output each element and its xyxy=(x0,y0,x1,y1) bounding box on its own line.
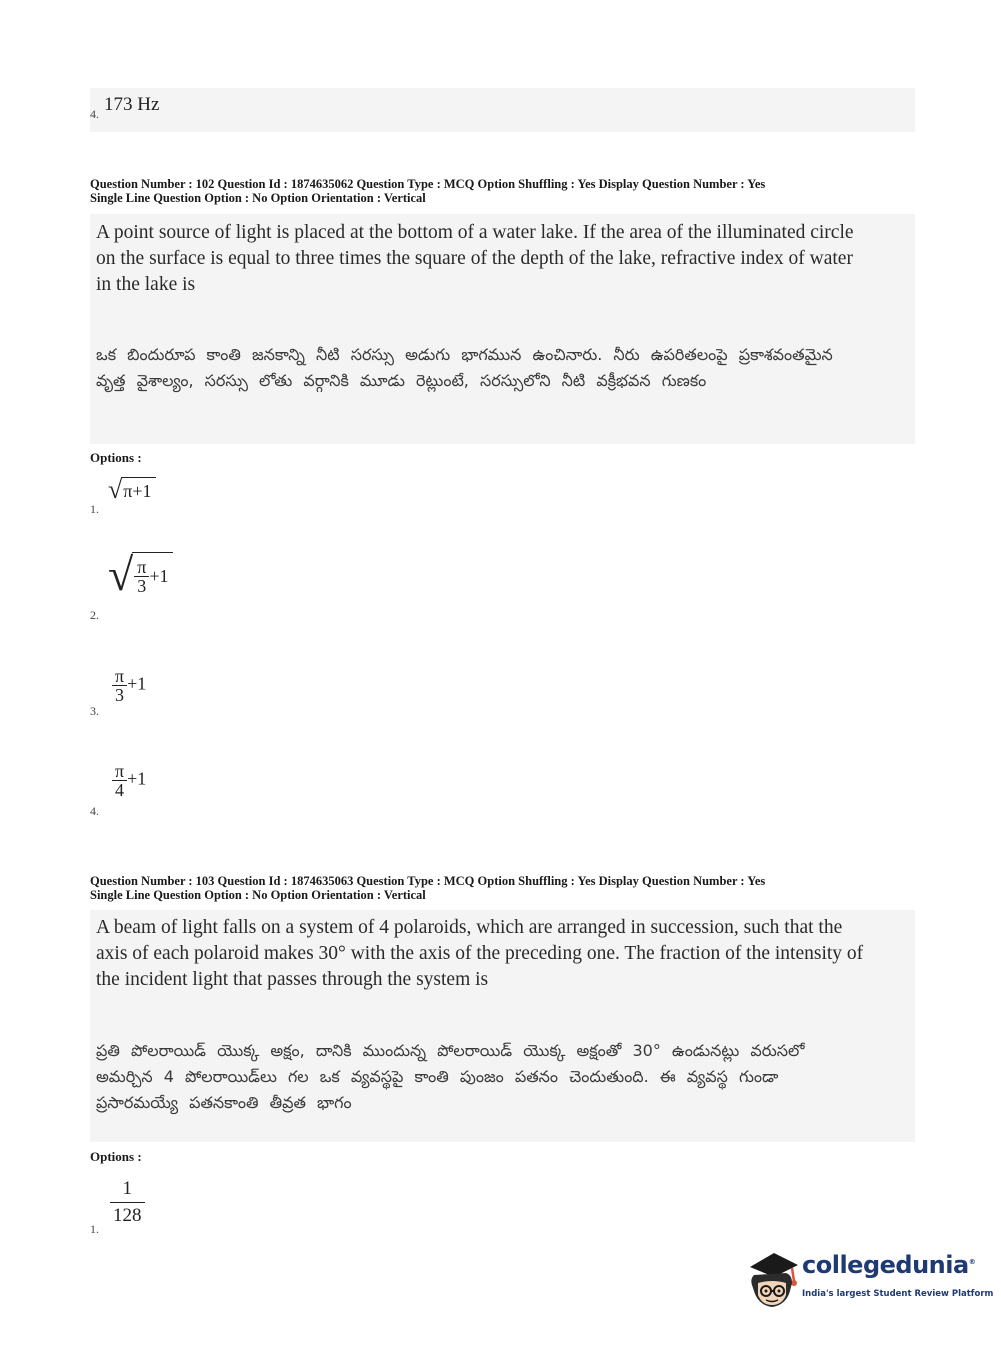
q103-text-english: A beam of light falls on a system of 4 polaroids, which are arranged in succession, such that the axis of each polaroid makes 30° with the axis of the preceding one. The fraction of the intensity of the incident light that passes through the system is xyxy=(96,917,864,990)
q102-option-3-number: 3. xyxy=(90,704,99,718)
prev-option-box xyxy=(90,88,915,132)
sqrt-symbol: √ π +1 xyxy=(108,477,156,503)
q103-meta-line2: Single Line Question Option : No Option Orientation : Vertical xyxy=(90,888,426,902)
q102-option-1-number: 1. xyxy=(90,502,99,516)
q102-option-4-number: 4. xyxy=(90,804,99,818)
q103-option-1-expr[interactable]: $\frac{1}{128}$ xyxy=(110,1176,145,1229)
sqrt-symbol: √ $\frac{\pi}{3}$ +1 xyxy=(108,552,173,598)
q102-options-label: Options : xyxy=(90,450,142,465)
q103-options-label: Options : xyxy=(90,1149,142,1164)
q102-text-telugu: ఒక బిందురూప కాంతి జనకాన్ని నీటి సరస్సు అడుగు భాగమున ఉంచినారు. నీరు ఉపరితలంపై ప్రకాశవంతమైన వృత్త వైశాల్యం, సరస్సు లోతు వర్గానికి మూడు రెట్లుంటే, సరస్సులోని నీటి వక్రీభవన గుణకం xyxy=(96,345,833,390)
q102-option-2-expr[interactable] xyxy=(108,549,173,600)
q102-option-3-expr[interactable]: $\frac{\pi}{3}$ +1 xyxy=(112,667,146,704)
q102-option-4-expr[interactable]: $\frac{\pi}{4}$ +1 xyxy=(112,762,146,799)
q102-text-english: A point source of light is placed at the bottom of a water lake. If the area of the illuminated circle on the surface is equal to three times the square of the depth of the lake, refractive index of water in the lake is xyxy=(96,222,854,295)
q102-meta xyxy=(90,177,920,205)
q103-meta-line1: Question Number : 103 Question Id : 1874635063 Question Type : MCQ Option Shuffling : Yes Display Question Number : Yes xyxy=(90,874,766,888)
q103-meta xyxy=(90,874,920,902)
prev-option-number: 4. xyxy=(90,107,99,121)
logo-wordmark: collegedunia® xyxy=(802,1251,976,1279)
prev-option-text: 173 Hz xyxy=(104,94,160,115)
mascot-icon xyxy=(742,1245,802,1313)
logo-tagline: India's largest Student Review Platform xyxy=(802,1289,994,1299)
q103-option-1-number: 1. xyxy=(90,1222,99,1236)
q102-option-2-number: 2. xyxy=(90,608,99,622)
q102-meta-line1: Question Number : 102 Question Id : 1874635062 Question Type : MCQ Option Shuffling : Yes Display Question Number : Yes xyxy=(90,177,766,191)
q103-text-telugu: ప్రతి పోలరాయిడ్ యొక్క అక్షం, దానికి ముందున్న పోలరాయిడ్ యొక్క అక్షంతో 30° ఉండునట్లు వరుసలో అమర్చిన 4 పోలరాయిడ్‌లు గల ఒక వ్యవస్థపై కాంతి పుంజం పతనం చెందుతుంది. ఈ వ్యవస్థ గుండా ప్రసారమయ్యే పతనకాంతి తీవ్రత భాగం xyxy=(96,1041,805,1112)
q102-meta-line2: Single Line Question Option : No Option Orientation : Vertical xyxy=(90,191,426,205)
q102-option-1-expr[interactable] xyxy=(108,477,156,503)
collegedunia-logo xyxy=(742,1245,994,1313)
